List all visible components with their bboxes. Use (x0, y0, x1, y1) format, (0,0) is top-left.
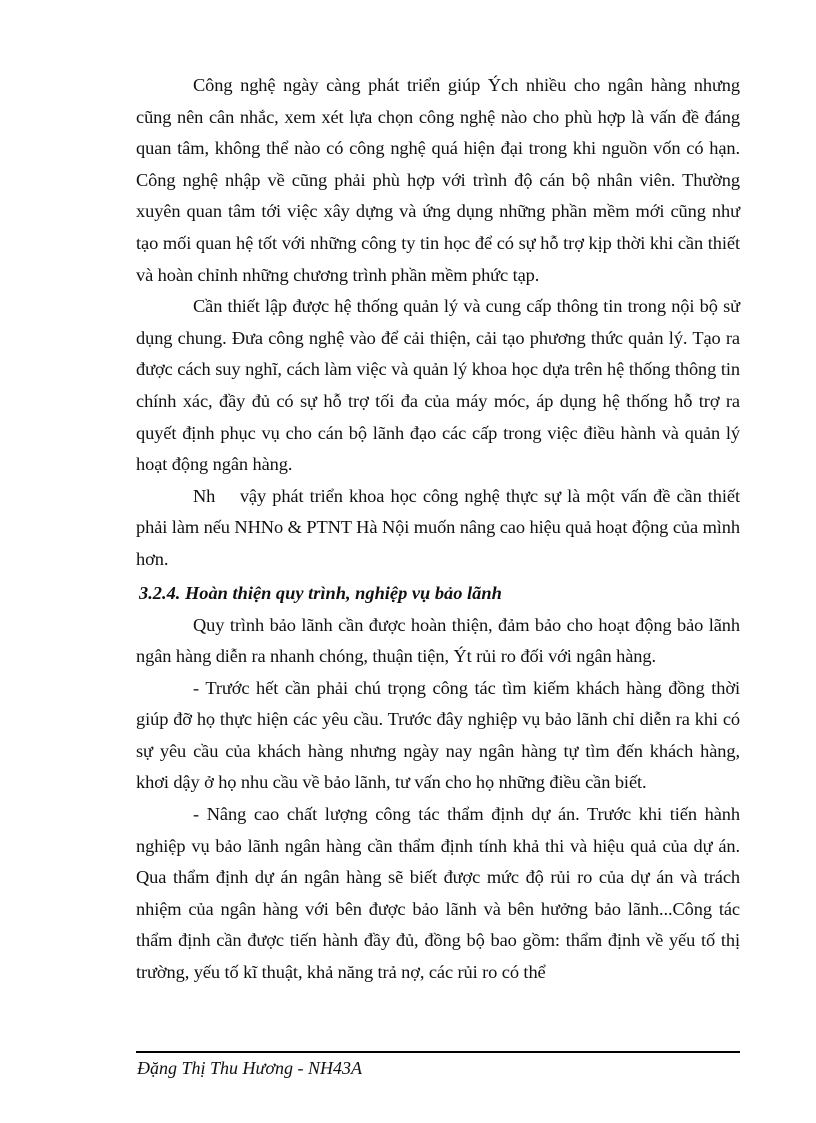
paragraph-project-appraisal: - Nâng cao chất lượng công tác thẩm định dự án. Trước khi tiến hành nghiệp vụ bảo lãnh ngân hàng cần thẩm định tính khả thi và hiệu quả của dự án. Qua thẩm định dự án ngân hàng sẽ biết được mức độ rủi ro của dự án và trách nhiệm của ngân hàng với bên được bảo lãnh và bên hưởng bảo lãnh...Công tác thẩm định cần được tiến hành đầy đủ, đồng bộ bao gồm: thẩm định về yếu tố thị trường, yếu tố kĩ thuật, khả năng trả nợ, các rủi ro có thể (136, 804, 740, 983)
paragraph-customer-search: - Trước hết cần phải chú trọng công tác tìm kiếm khách hàng đồng thời giúp đỡ họ thực hiện các yêu cầu. Trước đây nghiệp vụ bảo lãnh chỉ diễn ra khi có sự yêu cầu của khách hàng nhưng ngày nay ngân hàng tự tìm đến khách hàng, khơi dậy ở họ nhu cầu về bảo lãnh, tư vấn cho họ những điều cần biết. (136, 677, 740, 793)
paragraph-conclusion: Nh vậy phát triển khoa học công nghệ thực sự là một vấn đề cần thiết phải làm nếu NHNo & PTNT Hà Nội muốn nâng cao hiệu quả hoạt động của mình hơn. (136, 485, 745, 569)
paragraph-information-system: Cần thiết lập được hệ thống quản lý và cung cấp thông tin trong nội bộ sử dụng chung. Đưa công nghệ vào để cải thiện, cải tạo phương thức quản lý. Tạo ra được cách suy nghĩ, cách làm việc và quản lý khoa học dựa trên hệ thống thông tin chính xác, đầy đủ có sự hỗ trợ tối đa của máy móc, áp dụng hệ thống hỗ trợ ra quyết định phục vụ cho cán bộ lãnh đạo các cấp trong việc điều hành và quản lý hoạt động ngân hàng. (136, 296, 740, 475)
footer-author: Đặng Thị Thu Hương - NH43A (137, 1058, 362, 1078)
footer-divider (136, 1051, 740, 1053)
paragraph-guarantee-process: Quy trình bảo lãnh cần được hoàn thiện, đảm bảo cho hoạt động bảo lãnh ngân hàng diễn ra nhanh chóng, thuận tiện, Ýt rủi ro đối với ngân hàng. (136, 614, 740, 667)
document-page (136, 70, 745, 989)
section-heading: 3.2.4. Hoàn thiện quy trình, nghiệp vụ bảo lãnh (139, 582, 502, 603)
paragraph-technology-development: Công nghệ ngày càng phát triển giúp Ých nhiều cho ngân hàng nhưng cũng nên cân nhắc, xem xét lựa chọn công nghệ nào cho phù hợp là vấn đề đáng quan tâm, không thể nào có công nghệ quá hiện đại trong khi nguồn vốn có hạn. Công nghệ nhập về cũng phải phù hợp với trình độ cán bộ nhân viên. Thường xuyên quan tâm tới việc xây dựng và ứng dụng những phần mềm mới cũng như tạo mối quan hệ tốt với những công ty tin học để có sự hỗ trợ kịp thời khi cần thiết và hoàn chỉnh những chương trình phần mềm phức tạp. (136, 75, 740, 285)
